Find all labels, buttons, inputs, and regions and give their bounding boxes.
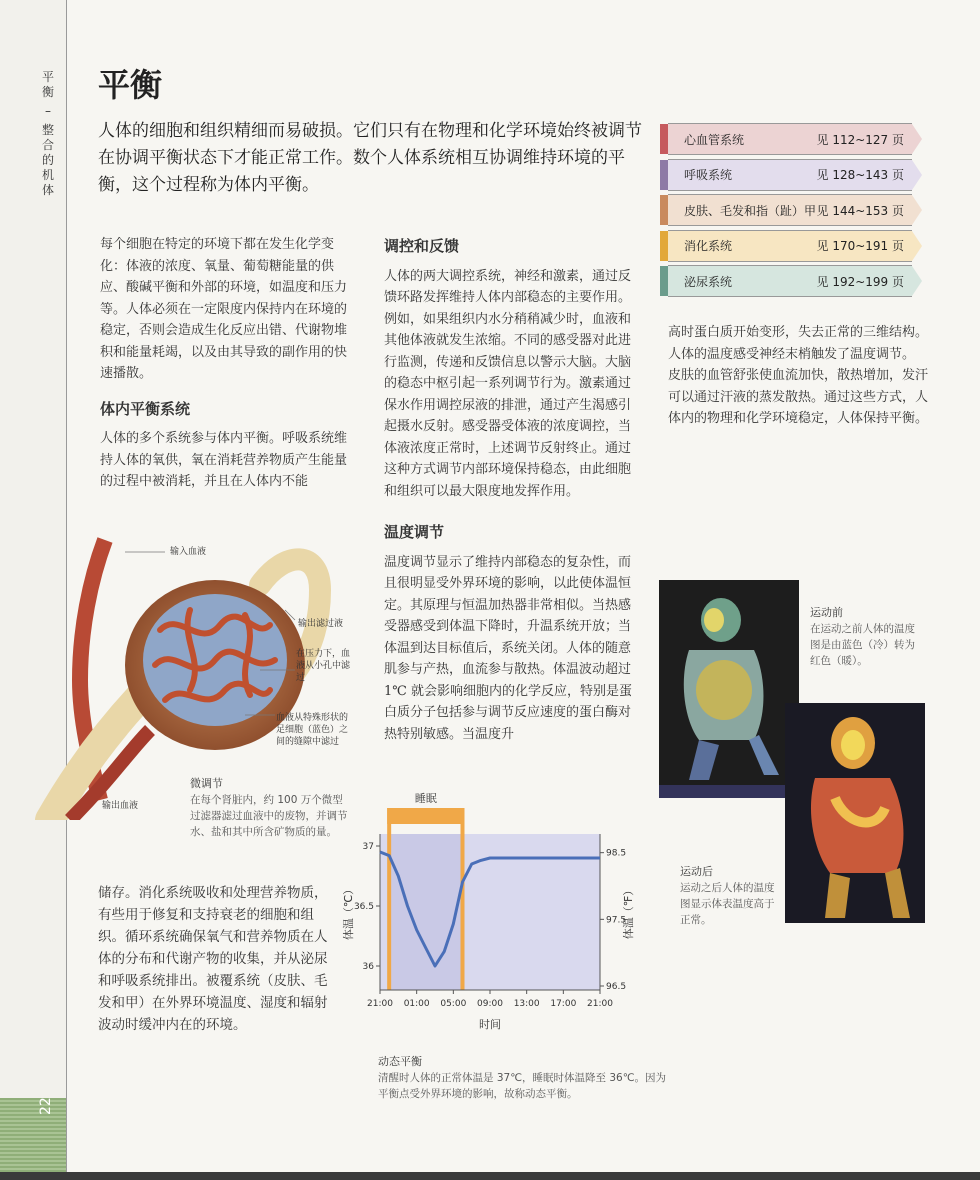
thermal-before-title: 运动前 <box>810 606 843 619</box>
y2-tick-label: 96.5 <box>606 982 627 992</box>
y-tick-label: 36 <box>362 962 374 972</box>
system-color-swatch <box>660 195 668 225</box>
system-pages: 见 128~143 页 <box>816 168 904 182</box>
thermal-image-after <box>785 703 925 923</box>
kidney-caption-text: 在每个肾脏内，约 100 万个微型过滤器滤过血液中的废物，并调节水、盐和其中所含矿物质的量。 <box>190 794 348 838</box>
body-temperature-chart <box>340 790 640 1050</box>
y-tick-label: 37 <box>362 842 374 852</box>
column-2 <box>384 236 642 745</box>
column-1-bottom <box>98 882 330 1036</box>
chapter-vertical-label <box>40 70 56 198</box>
chapter-char: 机 <box>41 168 54 182</box>
bottom-edge <box>0 1172 980 1180</box>
x-tick-label: 21:00 <box>367 999 393 1009</box>
y2-tick-label: 97.5 <box>606 915 627 926</box>
chapter-char: – <box>45 104 51 118</box>
system-pages: 见 112~127 页 <box>816 132 904 147</box>
page-title: 平衡 <box>98 66 163 104</box>
column-1-top <box>100 234 356 493</box>
column-3 <box>668 322 930 430</box>
intro-paragraph: 人体的细胞和组织精细而易破损。它们只有在物理和化学环境始终被调节在协调平衡状态下才能正常工作。数个人体系统相互协调维持环境的平衡，这个过程称为体内平衡。 <box>98 121 642 195</box>
chevron-right-icon <box>912 266 922 296</box>
sleep-period-shade <box>389 834 462 990</box>
thermal-image-before <box>659 580 799 798</box>
system-link-4[interactable] <box>660 266 922 296</box>
chart-caption-text: 清醒时人体的正常体温是 37℃，睡眠时体温降至 36℃。因为平衡点受外界环境的影响，故称动态平衡。 <box>378 1072 666 1100</box>
system-link-3[interactable] <box>660 231 922 261</box>
system-link-0[interactable] <box>660 124 922 154</box>
system-color-swatch <box>660 266 668 296</box>
chart-caption-title: 动态平衡 <box>378 1055 422 1068</box>
chevron-right-icon <box>912 231 922 261</box>
system-name: 泌尿系统 <box>684 274 733 289</box>
body-paragraph: 人体的多个系统参与体内平衡。呼吸系统维持人体的氧供，氧在消耗营养物质产生能量的过程中被消耗，并且在人体内不能 <box>100 431 348 489</box>
kidney-caption <box>190 776 350 840</box>
system-name: 消化系统 <box>684 239 733 253</box>
y-tick-label: 36.5 <box>353 902 374 912</box>
body-paragraph: 储存。消化系统吸收和处理营养物质，有些用于修复和支持衰老的细胞和组织。循环系统确保氧气和营养物质在人体的分布和代谢产物的收集，并从泌尿和呼吸系统排出。被覆系统（皮肤、毛发和甲）在外界环境温度、湿度和辐射波动时缓冲内在的环境。 <box>98 885 328 1033</box>
page-number: 22 <box>38 1097 54 1115</box>
body-paragraph: 高时蛋白质开始变形，失去正常的三维结构。人体的温度感受神经末梢触发了温度调节。 <box>668 325 929 362</box>
x-tick-label: 17:00 <box>550 999 577 1009</box>
label-filtrate-out: 输出滤过液 <box>298 619 344 629</box>
body-paragraph: 皮肤的血管舒张使血流加快，散热增加，发汗可以通过汗液的蒸发散热。通过这些方式，人体内的物理和化学环境稳定，人体保持平衡。 <box>668 368 929 426</box>
y2-tick-label: 98.5 <box>606 848 627 859</box>
chapter-char: 合 <box>41 138 54 152</box>
kidney-caption-title: 微调节 <box>190 777 223 790</box>
system-link-1[interactable] <box>660 160 922 190</box>
subheading-temperature-regulation: 温度调节 <box>384 523 445 541</box>
label-blood-in: 输入血液 <box>170 547 207 557</box>
system-link-body <box>668 194 912 226</box>
system-pages: 见 170~191 页 <box>816 239 904 253</box>
chapter-char: 体 <box>41 183 54 197</box>
system-link-body <box>668 265 912 297</box>
system-name: 皮肤、毛发和指（趾）甲 <box>684 203 817 218</box>
y2-axis-label: 体温（℉） <box>622 884 635 940</box>
chapter-char: 平 <box>41 70 54 84</box>
system-pages: 见 192~199 页 <box>816 274 904 289</box>
chevron-right-icon <box>912 195 922 225</box>
thermal-before-caption <box>810 605 920 669</box>
x-axis-label: 时间 <box>479 1018 501 1031</box>
system-name: 呼吸系统 <box>684 168 733 182</box>
system-color-swatch <box>660 124 668 154</box>
sleep-band-bar <box>387 808 464 824</box>
system-color-swatch <box>660 160 668 190</box>
chevron-right-icon <box>912 124 922 154</box>
chapter-char: 的 <box>41 153 54 167</box>
body-paragraph: 人体的两大调控系统，神经和激素，通过反馈环路发挥维持人体内部稳态的主要作用。例如，如果组织内水分稍稍减少时，血液和其他体液就发生浓缩。不同的感受器对此进行监测，传递和反馈信息以警示大脑。大脑的稳态中枢引起一系列调节行为。激素通过保水作用调控尿液的排泄，通过产生渴感引起摄水反射。感受器受体液的浓度调控，当体液浓度正常时，上述调节反射终止。通过这种方式调节内部环境保持稳态，由此细胞和组织可以最大限度地发挥作用。 <box>384 268 632 499</box>
system-link-body <box>668 123 912 155</box>
thermal-after-title: 运动后 <box>680 865 713 878</box>
x-tick-label: 09:00 <box>477 999 503 1009</box>
system-link-body <box>668 159 912 191</box>
label-podocyte-filtration: 血液从特殊形状的足细胞（蓝色）之间的缝隙中滤过 <box>276 713 349 747</box>
sleep-band-label: 睡眠 <box>414 792 437 805</box>
chevron-right-icon <box>912 160 922 190</box>
chart-caption <box>378 1054 668 1102</box>
x-tick-label: 01:00 <box>403 999 430 1009</box>
page-number-tab <box>0 1098 66 1180</box>
system-name: 心血管系统 <box>684 132 745 147</box>
thermal-after-text: 运动之后人体的温度图显示体表温度高于正常。 <box>680 882 775 926</box>
chapter-char: 整 <box>41 123 54 137</box>
system-color-swatch <box>660 231 668 261</box>
body-paragraph: 每个细胞在特定的环境下都在发生化学变化：体液的浓度、氧量、葡萄糖能量的供应、酸碱平衡和外部的环境，如温度和压力等。人体必须在一定限度内保持内在环境的稳定，否则会造成生化反应出错、代谢物堆积和能量耗竭，以及由其导致的副作用的快速播散。 <box>100 237 348 381</box>
system-pages: 见 144~153 页 <box>816 203 904 218</box>
thermal-after-caption <box>680 864 780 928</box>
subheading-regulation-feedback: 调控和反馈 <box>384 237 460 255</box>
chapter-char: 衡 <box>41 85 54 99</box>
subheading-homeostasis-systems: 体内平衡系统 <box>100 399 191 418</box>
label-blood-out: 输出血液 <box>102 801 139 811</box>
y-axis-label: 体温（℃） <box>342 883 355 941</box>
system-link-2[interactable] <box>660 195 922 225</box>
thermal-before-text: 在运动之前人体的温度图是由蓝色（冷）转为红色（暖）。 <box>810 623 915 667</box>
x-tick-label: 21:00 <box>587 999 613 1009</box>
label-pressure-filtration: 在压力下，血液从小孔中滤过 <box>296 649 351 683</box>
x-tick-label: 13:00 <box>513 999 540 1009</box>
body-paragraph: 温度调节显示了维持内部稳态的复杂性，而且很明显受外界环境的影响，以此使体温恒定。其原理与恒温加热器非常相似。当热感受器感受到体温下降时，升温系统开放；当体温到达目标值后，系统关闭。人体的随意肌参与产热，血流参与散热。体温波动超过 1℃ 就会影响细胞内的化学反应，特别是蛋白质分子包括参与调节反应速度的蛋白酶对热特别敏感。当温度升 <box>384 554 632 742</box>
x-tick-label: 05:00 <box>440 999 467 1009</box>
system-link-body <box>668 230 912 262</box>
